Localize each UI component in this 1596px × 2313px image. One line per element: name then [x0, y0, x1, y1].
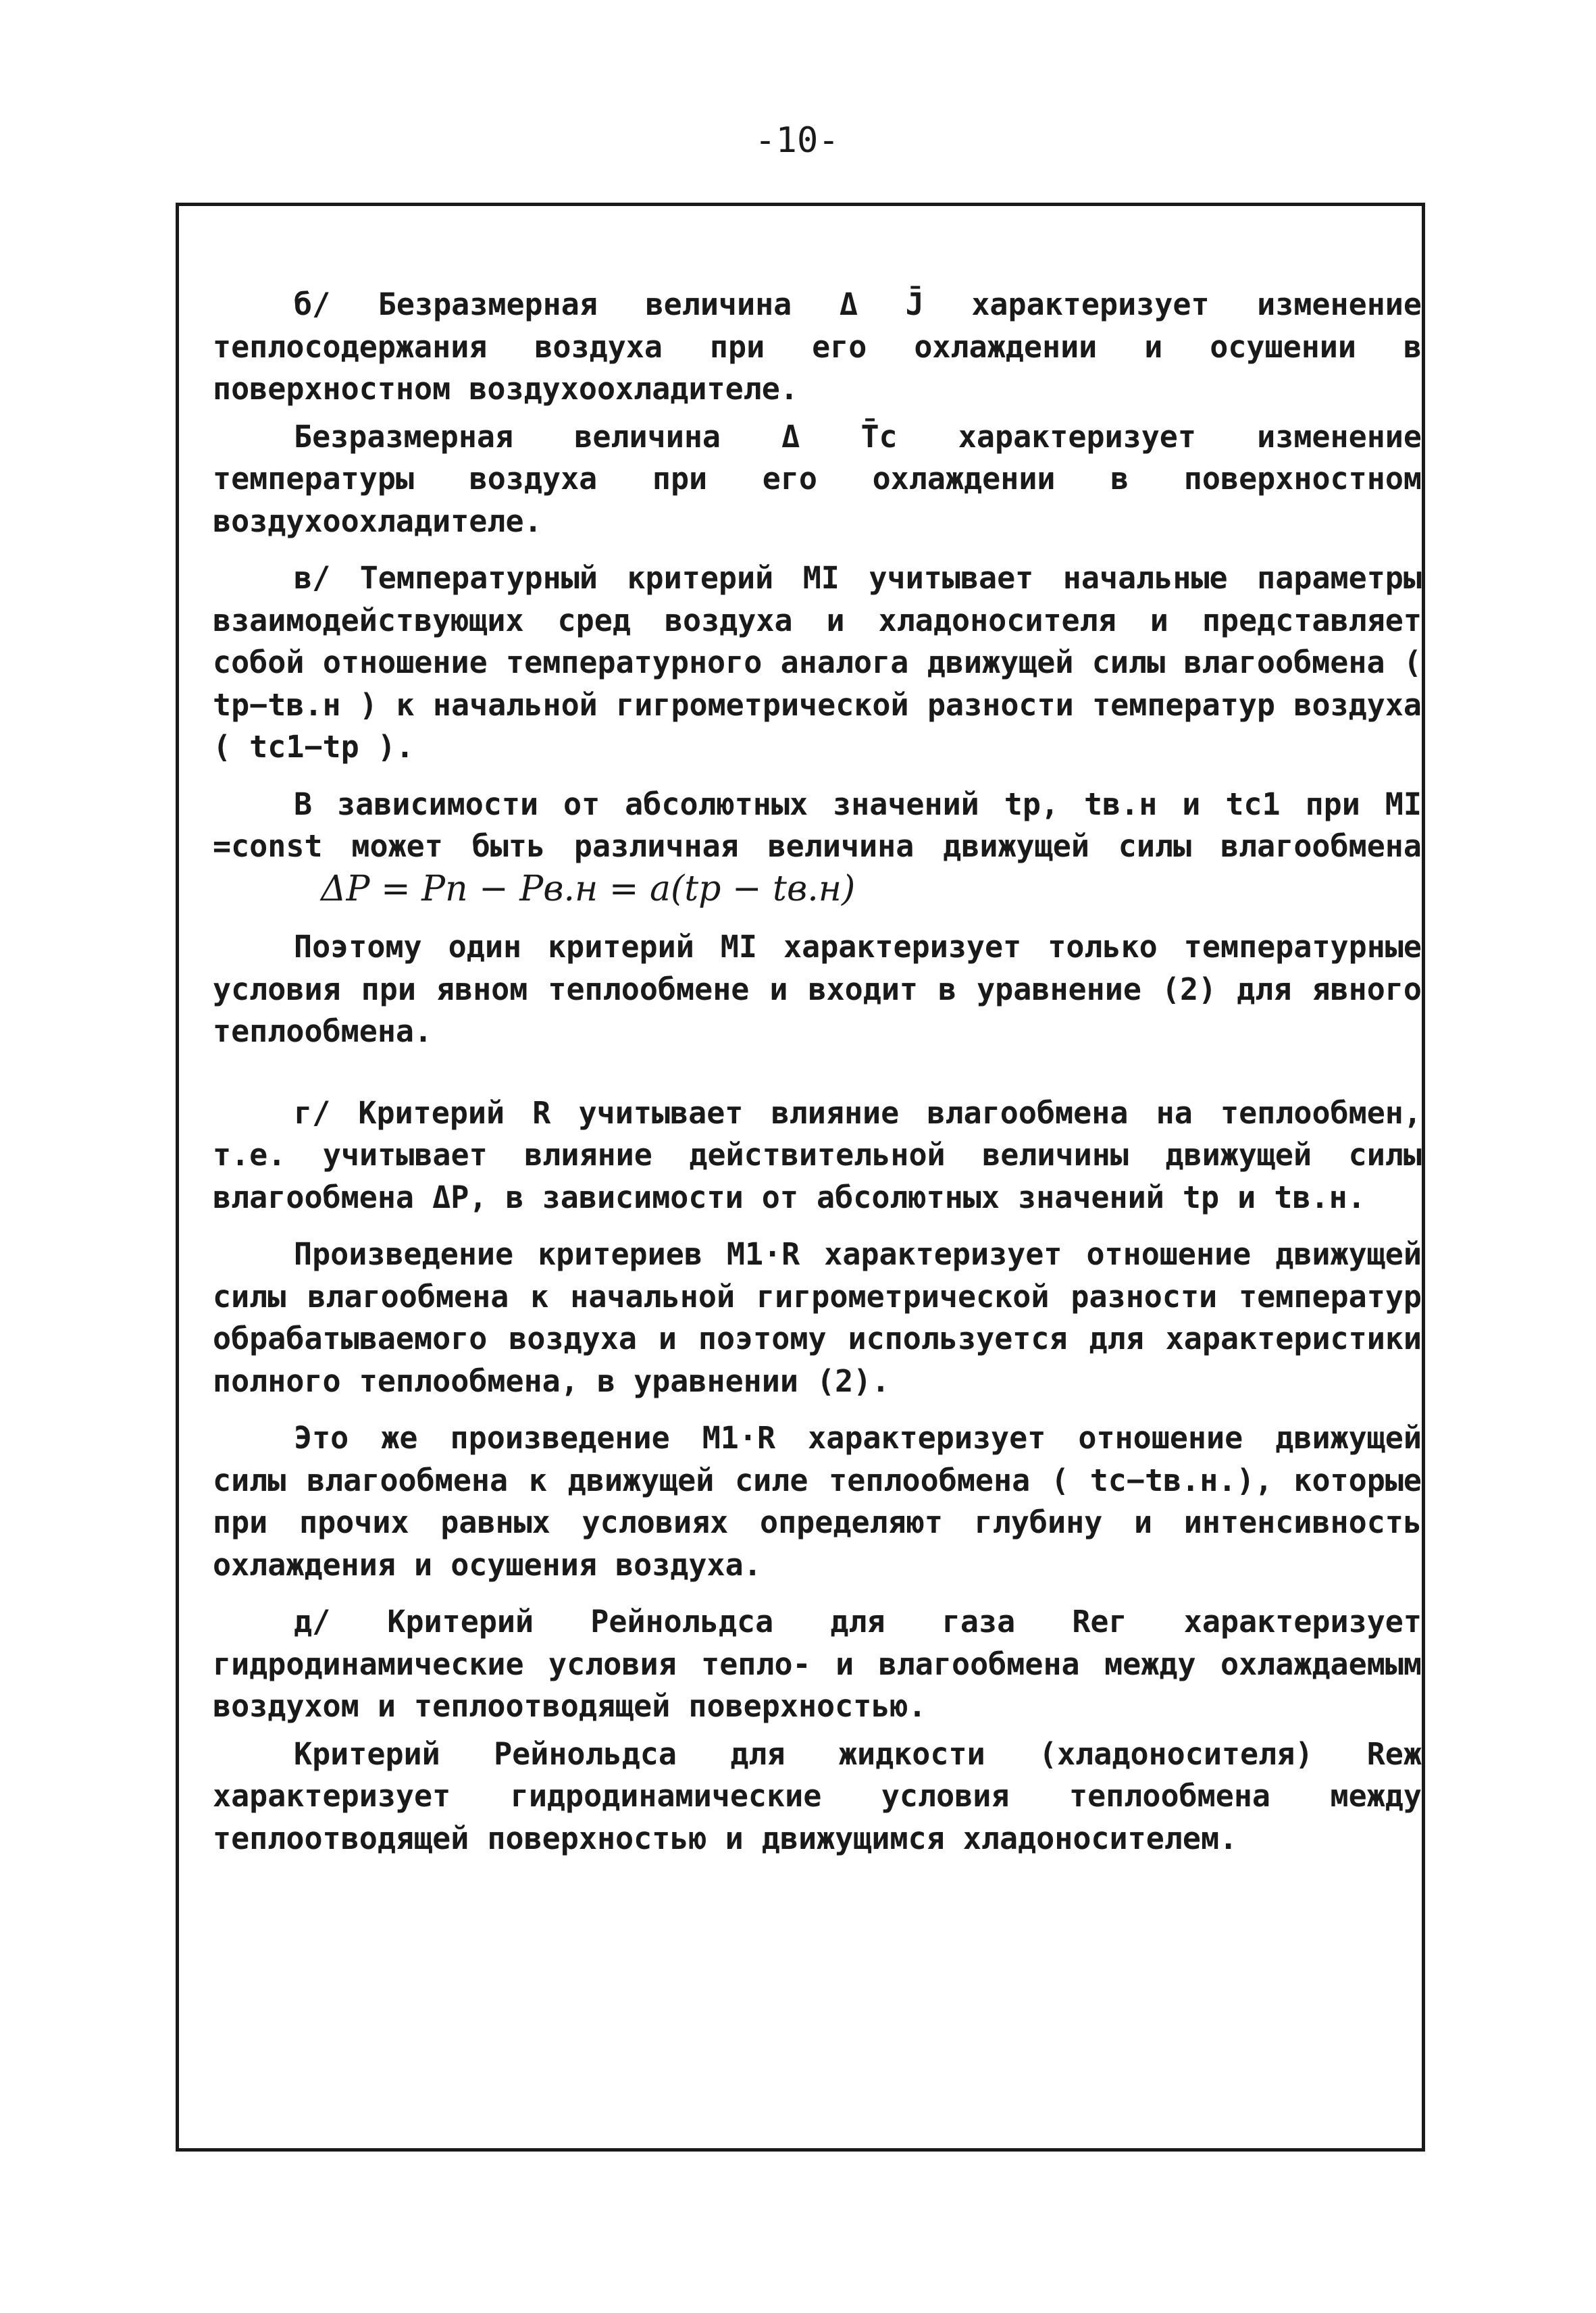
paragraph-v-criterion-m1: в/ Температурный критерий MI учитывает начальные параметры взаимодействующих сред воздуха и хладоносителя и представляет собой отношение температурного аналога движущей силы влагообмена ( tp−tв.н ) к начальной гигрометрической разности температур воздуха ( tc1−tp ).: [213, 560, 1422, 765]
paragraph-g-product: Произведение критериев M1·R характеризует отношение движущей силы влагообмена к начальной гигрометрической разности температур обрабатываемого воздуха и поэтому используется для характеристики полного теплообмена, в уравнении (2).: [213, 1236, 1422, 1399]
paragraph-d-reynolds-liquid: Критерий Рейнольдса для жидкости (хладоносителя) Reж характеризует гидродинамические условия теплообмена между теплоотводящей поверхностью и движущимся хладоносителем.: [213, 1735, 1422, 1856]
paragraph-v-conclusion: Поэтому один критерий MI характеризует только температурные условия при явном теплообмене и входит в уравнение (2) для явного теплообмена.: [213, 929, 1422, 1049]
formula-moisture-driving-force: ΔP = Pп − Pв.н = a(tp − tв.н): [321, 868, 856, 909]
page-number: -10-: [754, 120, 840, 161]
paragraph-g-product-2: Это же произведение M1·R характеризует отношение движущей силы влагообмена к движущей силе теплообмена ( tc−tв.н.), которые при прочих равных условиях определяют глубину и интенсивность охлаждения и осушения воздуха.: [213, 1420, 1422, 1583]
paragraph-v-dependence: [213, 784, 1422, 912]
paragraph-b-temperature: Безразмерная величина Δ T̄c характеризует изменение температуры воздуха при его охлаждении в поверхностном воздухоохладителе.: [213, 418, 1422, 539]
paragraph-b-enthalpy: б/ Безразмерная величина Δ J̄ характеризует изменение теплосодержания воздуха при его охлаждении и осушении в поверхностном воздухоохладителе.: [213, 286, 1422, 407]
paragraph-g-criterion-r: г/ Критерий R учитывает влияние влагообмена на теплообмен, т.е. учитывает влияние действительной величины движущей силы влагообмена ΔP, в зависимости от абсолютных значений tp и tв.н.: [213, 1094, 1422, 1215]
paragraph-v-dependence-text: В зависимости от абсолютных значений tp, tв.н и tc1 при MI =const может быть различная величина движущей силы влагообмена: [213, 786, 1422, 864]
document-body: [213, 284, 1422, 1860]
paragraph-d-reynolds-gas: д/ Критерий Рейнольдса для газа Reг характеризует гидродинамические условия тепло- и влагообмена между охлаждаемым воздухом и теплоотводящей поверхностью.: [213, 1604, 1422, 1724]
